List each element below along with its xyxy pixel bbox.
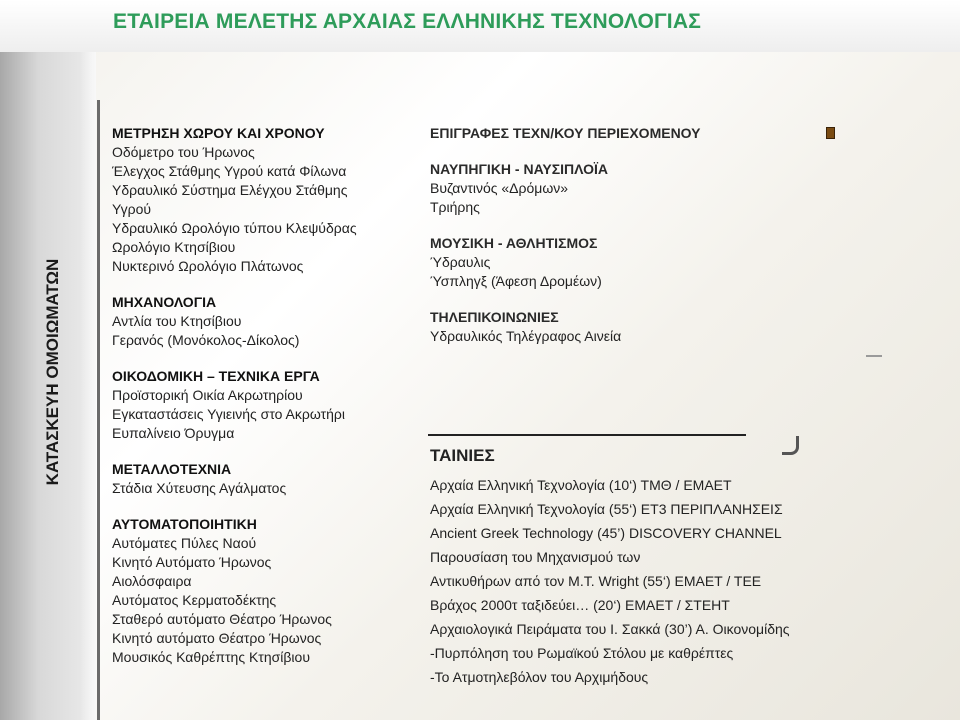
list-item: Οδόμετρο του Ήρωνος (112, 144, 255, 160)
list-item: Μουσικός Καθρέπτης Κτησίβιου (112, 649, 310, 665)
film-item: Ancient Greek Technology (45’) DISCOVERY CHANNEL (430, 525, 782, 541)
list-item: Στάδια Χύτευσης Αγάλματος (112, 480, 287, 496)
film-item: Αρχαιολογικά Πειράματα του Ι. Σακκά (30’) Α. Οικονομίδης (430, 621, 790, 637)
list-item: Υγρού (112, 201, 152, 217)
list-item: Ωρολόγιο Κτησίβιου (112, 239, 236, 255)
film-item: Αντικυθήρων από τον Μ.Τ. Wright (55‘) ΕΜΑΕΤ / ΤΕΕ (430, 573, 762, 589)
list-item: Τριήρης (430, 199, 480, 215)
section-heading: ΜΟΥΣΙΚΗ - ΑΘΛΗΤΙΣΜΟΣ (430, 235, 598, 251)
section-gap (112, 350, 412, 367)
section-heading: ΜΕΤΑΛΛΟΤΕΧΝΙΑ (112, 461, 232, 477)
list-item: Έλεγχος Στάθμης Υγρού κατά Φίλωνα (112, 163, 347, 179)
list-item: Νυκτερινό Ωρολόγιο Πλάτωνος (112, 258, 304, 274)
list-item: Υδραυλικός Τηλέγραφος Αινεία (430, 328, 622, 344)
films-list (430, 473, 860, 689)
film-item: Αρχαία Ελληνική Τεχνολογία (10‘) ΤΜΘ / ΕΜΑΕΤ (430, 477, 732, 493)
list-item: Υδραυλικό Ωρολόγιο τύπου Κλεψύδρας (112, 220, 357, 236)
list-item: Αυτόματος Κερματοδέκτης (112, 592, 277, 608)
film-item: -Το Ατμοτηλεβόλον του Αρχιμήδους (430, 669, 649, 685)
section-heading: ΜΕΤΡΗΣΗ ΧΩΡΟΥ ΚΑΙ ΧΡΟΝΟΥ (112, 125, 325, 141)
list-item: Κινητό αυτόματο Θέατρο Ήρωνος (112, 630, 322, 646)
section-gap (430, 217, 830, 234)
list-item: Γερανός (Μονόκολος-Δίκολος) (112, 332, 300, 348)
right-column (430, 124, 830, 346)
films-divider (428, 434, 746, 436)
films-section (430, 446, 860, 689)
section-heading: ΜΗΧΑΝΟΛΟΓΙΑ (112, 294, 217, 310)
list-item: Ευπαλίνειο Όρυγμα (112, 425, 235, 441)
section-heading: ΕΠΙΓΡΑΦΕΣ ΤΕΧΝ/ΚΟΥ ΠΕΡΙΕΧΟΜΕΝΟΥ (430, 125, 701, 141)
list-item: Υδραυλικό Σύστημα Ελέγχου Στάθμης (112, 182, 348, 198)
section-gap (112, 498, 412, 515)
list-item: Ύδραυλις (430, 254, 491, 270)
list-item: Προϊστορική Οικία Ακρωτηρίου (112, 387, 303, 403)
section-gap (112, 443, 412, 460)
film-item: Αρχαία Ελληνική Τεχνολογία (55‘) ΕΤ3 ΠΕΡΙΠΛΑΝΗΣΕΙΣ (430, 501, 783, 517)
section-heading: ΤΗΛΕΠΙΚΟΙΝΩΝΙΕΣ (430, 309, 559, 325)
list-item: Αντλία του Κτησίβιου (112, 313, 242, 329)
section-gap (112, 276, 412, 293)
list-item: Βυζαντινός «Δρόμων» (430, 180, 569, 196)
film-item: Παρουσίαση του Μηχανισμού των (430, 549, 641, 565)
side-title: ΚΑΤΑΣΚΕΥΗ ΟΜΟΙΩΜΑΤΩΝ (43, 258, 62, 486)
section-heading: ΑΥΤΟΜΑΤΟΠΟΙΗΤΙΚΗ (112, 516, 257, 532)
list-item: Σταθερό αυτόματο Θέατρο Ήρωνος (112, 611, 332, 627)
list-item: Ύσπληγξ (Άφεση Δρομέων) (430, 273, 602, 289)
section-heading: ΟΙΚΟΔΟΜΙΚΗ – ΤΕΧΝΙΚΑ ΕΡΓΑ (112, 368, 320, 384)
list-item: Αυτόματες Πύλες Ναού (112, 535, 257, 551)
films-title: ΤΑΙΝΙΕΣ (430, 446, 495, 465)
decorative-mark (826, 127, 835, 139)
section-gap (430, 291, 830, 308)
list-item: Αιολόσφαιρα (112, 573, 192, 589)
decorative-hook (782, 436, 799, 455)
header-bar (0, 0, 960, 52)
left-column (112, 124, 412, 667)
section-gap (430, 143, 830, 160)
list-item: Κινητό Αυτόματο Ήρωνος (112, 554, 272, 570)
list-item: Εγκαταστάσεις Υγιεινής στο Ακρωτήρι (112, 406, 345, 422)
vertical-divider (97, 100, 100, 720)
page-title: ΕΤΑΙΡΕΙΑ ΜΕΛΕΤΗΣ ΑΡΧΑΙΑΣ ΕΛΛΗΝΙΚΗΣ ΤΕΧΝΟΛΟΓΙΑΣ (113, 10, 702, 33)
decorative-dash (866, 355, 882, 357)
film-item: Βράχος 2000τ ταξιδεύει… (20‘) ΕΜΑΕΤ / ΣΤΕΗΤ (430, 597, 730, 613)
film-item: -Πυρπόληση του Ρωμαϊκού Στόλου με καθρέπτες (430, 645, 734, 661)
section-heading: ΝΑΥΠΗΓΙΚΗ - ΝΑΥΣΙΠΛΟΪΑ (430, 161, 609, 177)
